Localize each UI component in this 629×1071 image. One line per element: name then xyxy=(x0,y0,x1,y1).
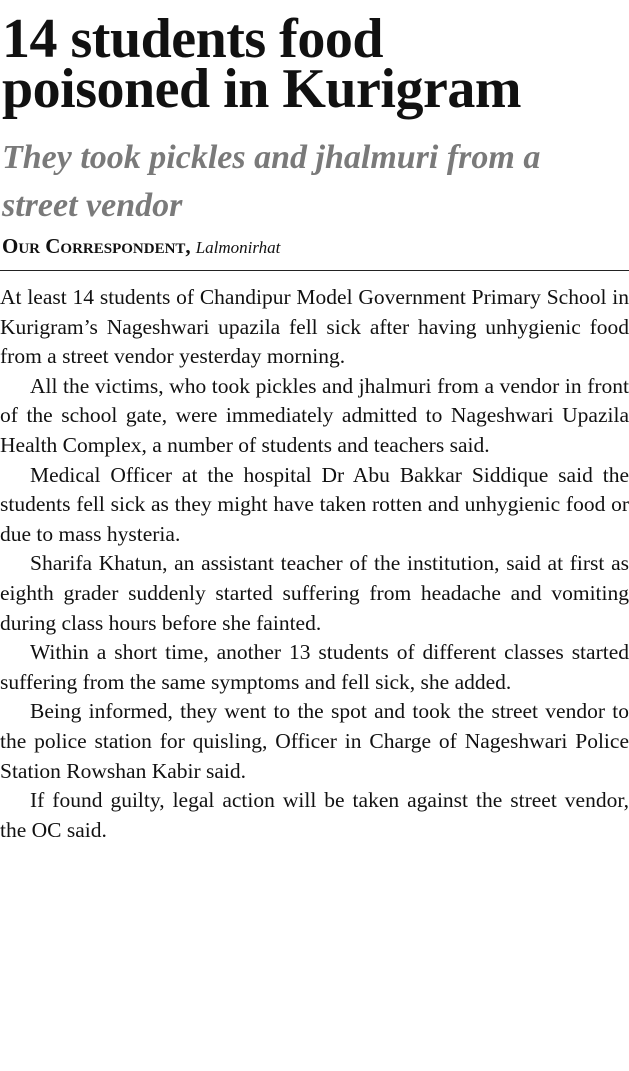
body-paragraph: Being informed, they went to the spot and took the street vendor to the police station for quisling, Officer in Charge of Nageshwari Police Station Rowshan Kabir said. xyxy=(0,699,629,783)
body-paragraph: Within a short time, another 13 students of different classes started suffering from the same symptoms and fell sick, she added. xyxy=(0,640,629,694)
byline xyxy=(0,234,629,260)
subheadline-line: They took pickles and jhalmuri from a xyxy=(2,139,541,176)
subheadline-line: street vendor xyxy=(2,187,183,224)
body-paragraph: At least 14 students of Chandipur Model Government Primary School in Kurigram’s Nageshwari upazila fell sick after having unhygienic food from a street vendor yesterday morning. xyxy=(0,285,629,369)
body-paragraph: Sharifa Khatun, an assistant teacher of the institution, said at first as eighth grader suddenly started suffering from headache and vomiting during class hours before she fainted. xyxy=(0,551,629,635)
body-paragraph: Medical Officer at the hospital Dr Abu Bakkar Siddique said the students fell sick as they might have taken rotten and unhygienic food or due to mass hysteria. xyxy=(0,462,629,546)
headline xyxy=(0,0,629,120)
body-paragraph: If found guilty, legal action will be taken against the street vendor, the OC said. xyxy=(0,788,629,842)
headline-line: 14 students food xyxy=(2,8,383,70)
byline-author: Our Correspondent, xyxy=(2,234,191,258)
byline-place: Lalmonirhat xyxy=(195,238,281,257)
body-paragraph: All the victims, who took pickles and jhalmuri from a vendor in front of the school gate, were immediately admitted to Nageshwari Upazila Health Complex, a number of students and teachers said. xyxy=(0,373,629,457)
article-body xyxy=(0,283,629,845)
subheadline xyxy=(0,134,629,230)
headline-line: poisoned in Kurigram xyxy=(2,58,521,120)
divider xyxy=(0,270,629,271)
